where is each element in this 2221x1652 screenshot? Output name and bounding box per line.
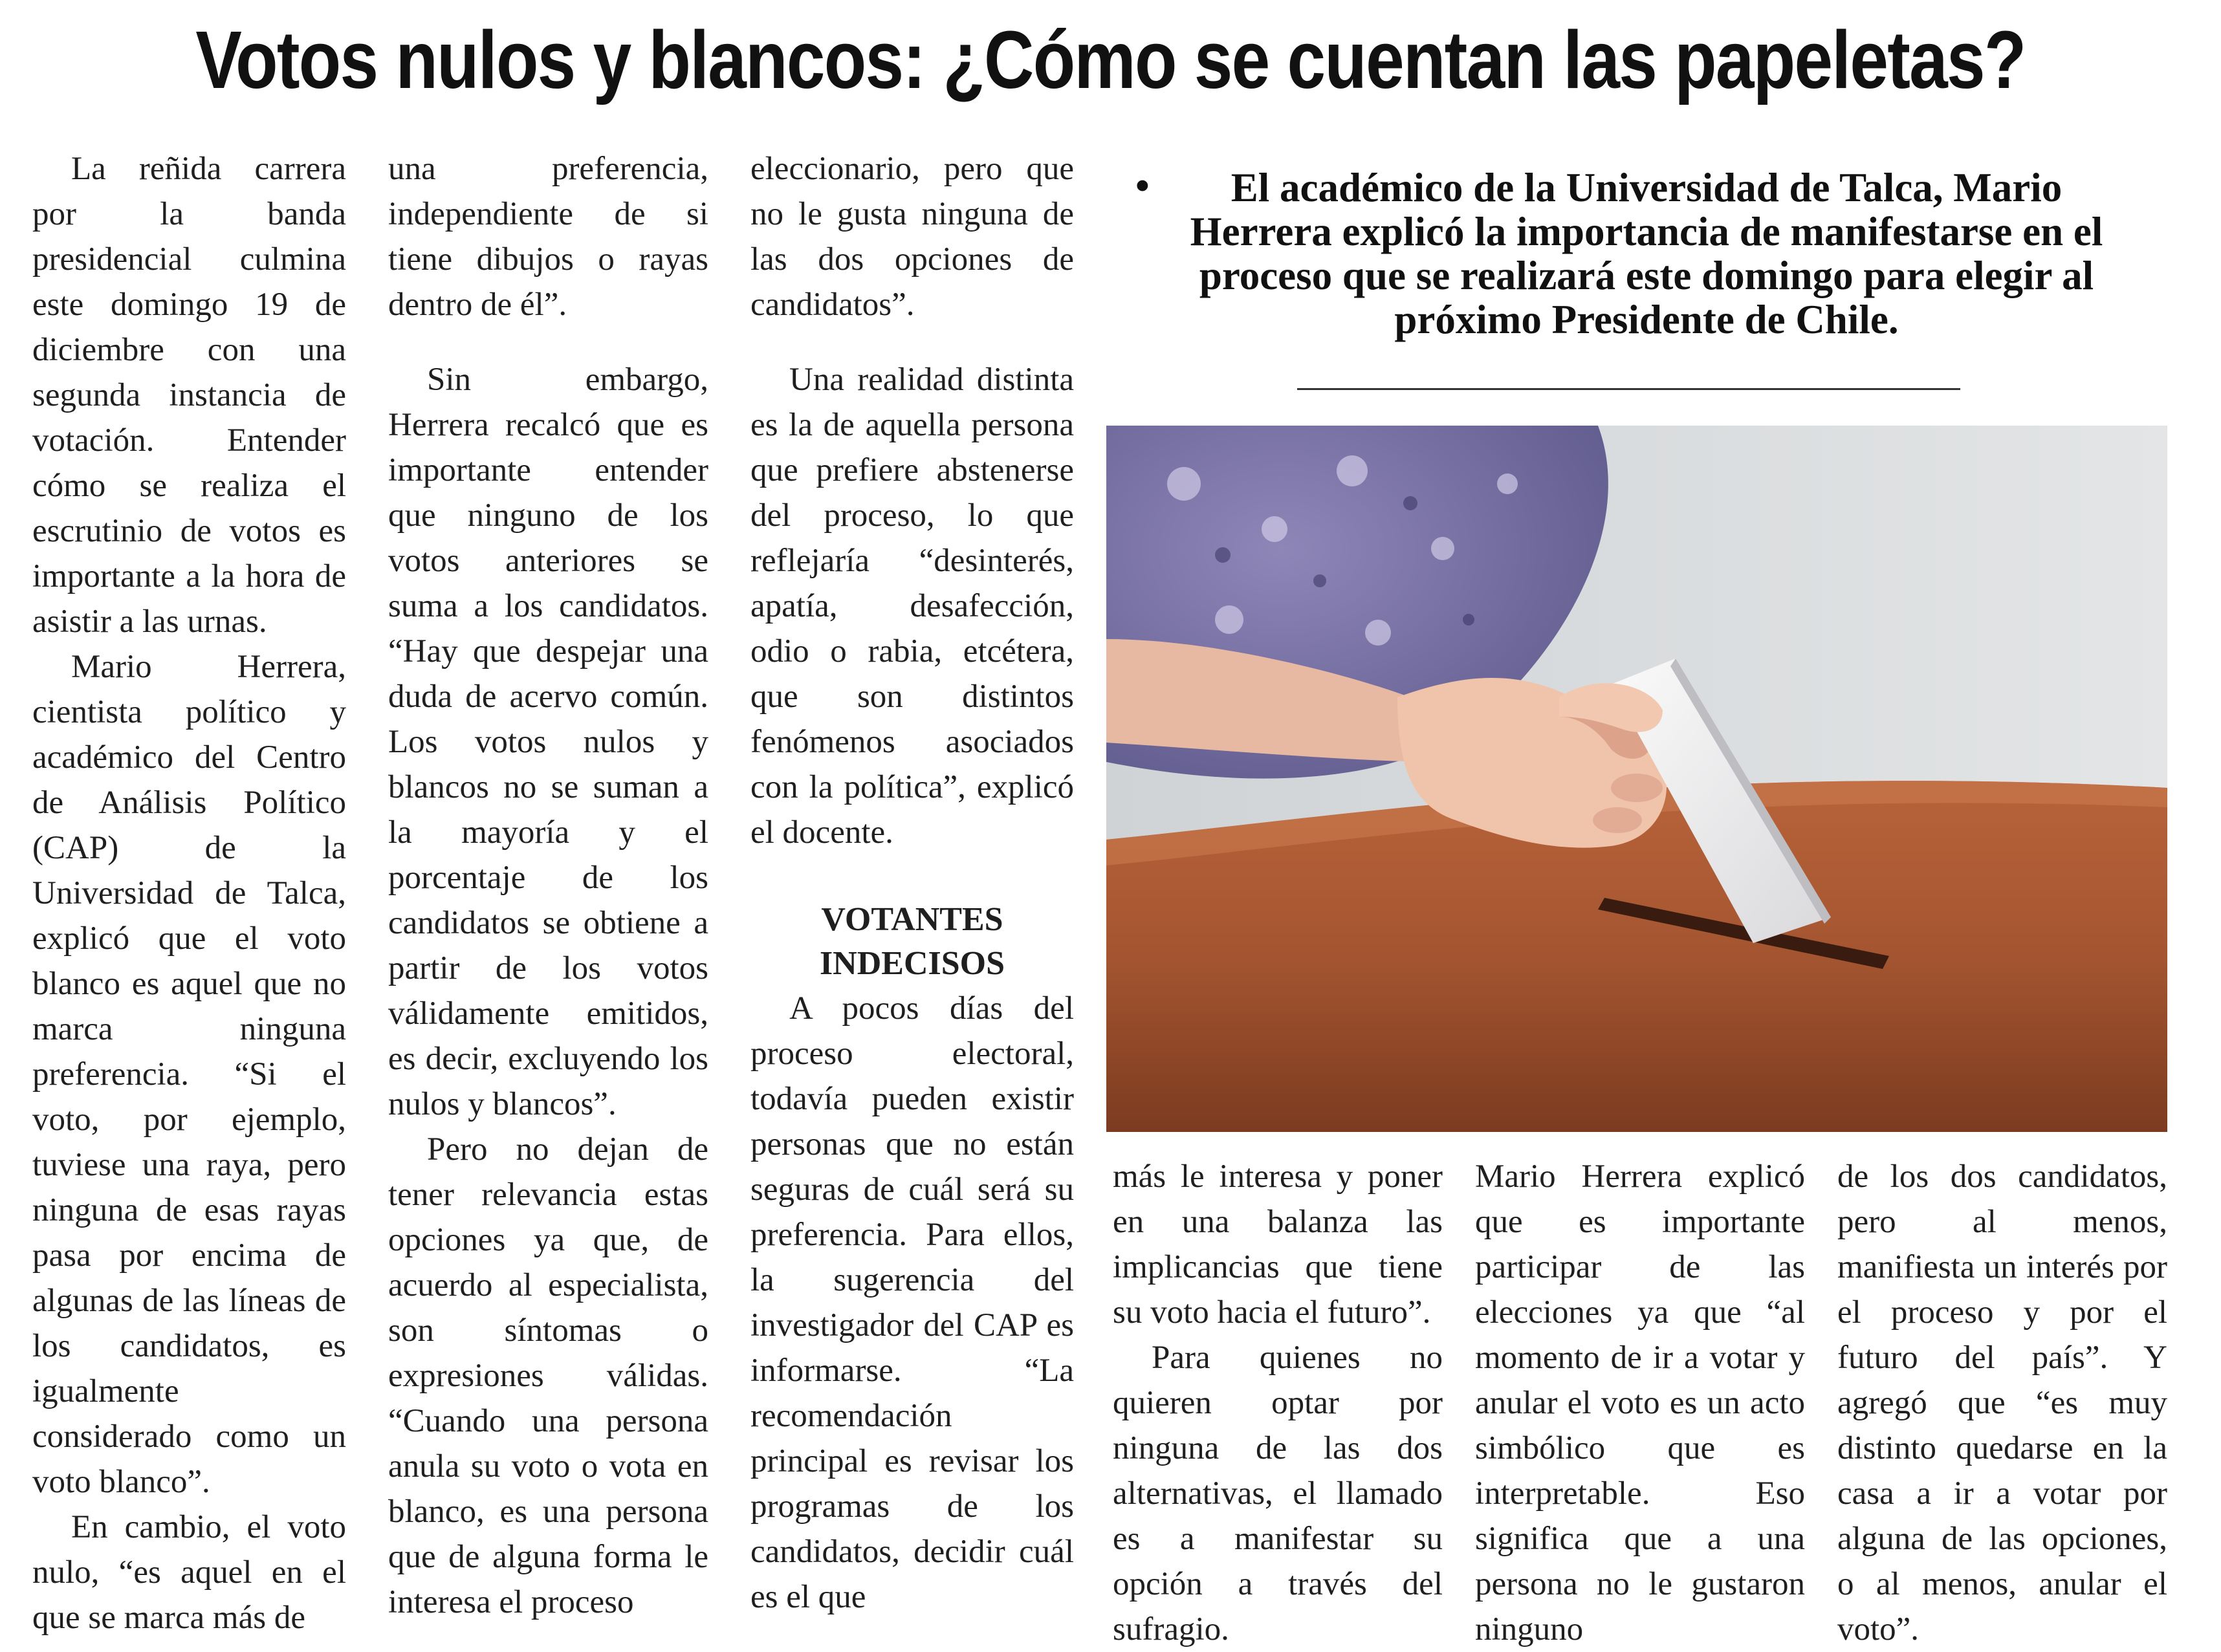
ballot-box-image (1106, 426, 2167, 1132)
article-column-2 (388, 146, 708, 1625)
subhead-line: INDECISOS (819, 945, 1005, 982)
article-column-6 (1837, 1154, 2167, 1652)
paragraph: En cambio, el voto nulo, “es aquel en el que se marca más de (32, 1509, 346, 1636)
paragraph: eleccionario, pero que no le gusta ninguna de las dos opciones de candidatos”. (750, 151, 1074, 323)
paragraph: Para quienes no quieren optar por ninguna de las dos alternativas, el llamado es a manifestar su opción a través del sufragio. (1113, 1340, 1443, 1647)
deck-text: El académico de la Universidad de Talca, Mario Herrera explicó la importancia de manifestarse en el proceso que se realizará este domingo para elegir al próximo Presidente de Chile. (1190, 165, 2103, 342)
headline: Votos nulos y blancos: ¿Cómo se cuentan las papeletas? (195, 14, 2026, 105)
subhead-line: VOTANTES (821, 901, 1003, 938)
section-subhead (750, 898, 1074, 986)
article-column-4 (1113, 1154, 1443, 1652)
divider (1297, 388, 1960, 390)
paragraph: La reñida carrera por la banda presidencial culmina este domingo 19 de diciembre con una segunda instancia de votación. Entender cómo se realiza el escrutinio de votos es importante a la hora de asistir a las urnas. (32, 151, 346, 640)
bullet-icon: • (1135, 164, 1150, 208)
paragraph: Sin embargo, Herrera recalcó que es importante entender que ninguno de los votos anteriores se suma a los candidatos. “Hay que despejar una duda de acervo común. Los votos nulos y blancos no se suman a la mayoría y el porcentaje de los candidatos se obtiene a partir de los votos válidamente emitidos, es decir, excluyendo los nulos y blancos”. (388, 362, 708, 1122)
article-column-3 (750, 146, 1074, 1620)
paragraph: Una realidad distinta es la de aquella persona que prefiere abstenerse del proceso, lo que reflejaría “desinterés, apatía, desafección, odio o rabia, etcétera, que son distintos fenómenos asociados con la política”, explicó el docente. (750, 362, 1074, 851)
paragraph: de los dos candidatos, pero al menos, manifiesta un interés por el proceso y por el futuro del país”. Y agregó que “es muy distinto quedarse en la casa a ir a votar por alguna de las opciones, o al menos, anular el voto”. (1837, 1158, 2167, 1647)
article-column-5 (1475, 1154, 1805, 1652)
paragraph: Pero no dejan de tener relevancia estas opciones ya que, de acuerdo al especialista, son síntomas o expresiones válidas. “Cuando una persona anula su voto o vota en blanco, es una persona que de alguna forma le interesa el proceso (388, 1131, 708, 1620)
paragraph: más le interesa y poner en una balanza las implicancias que tiene su voto hacia el futuro”. (1113, 1158, 1443, 1331)
article-photo (1106, 426, 2167, 1132)
paragraph: Mario Herrera, cientista político y académico del Centro de Análisis Político (CAP) de la Universidad de Talca, explicó que el voto blanco es aquel que no marca ninguna preferencia. “Si el voto, por ejemplo, tuviese una raya, pero ninguna de esas rayas pasa por encima de algunas de las líneas de los candidatos, es igualmente considerado como un voto blanco”. (32, 649, 346, 1500)
paragraph: Mario Herrera explicó que es importante participar de las elecciones ya que “al momento de ir a votar y anular el voto es un acto simbólico que es interpretable. Eso significa que a una persona no le gustaron ninguno (1475, 1158, 1805, 1647)
paragraph: una preferencia, independiente de si tiene dibujos o rayas dentro de él”. (388, 151, 708, 323)
paragraph: A pocos días del proceso electoral, todavía pueden existir personas que no están seguras de cuál será su preferencia. Para ellos, la sugerencia del investigador del CAP es informarse. “La recomendación principal es revisar los programas de los candidatos, decidir cuál es el que (750, 990, 1074, 1615)
article-column-1 (32, 146, 346, 1640)
